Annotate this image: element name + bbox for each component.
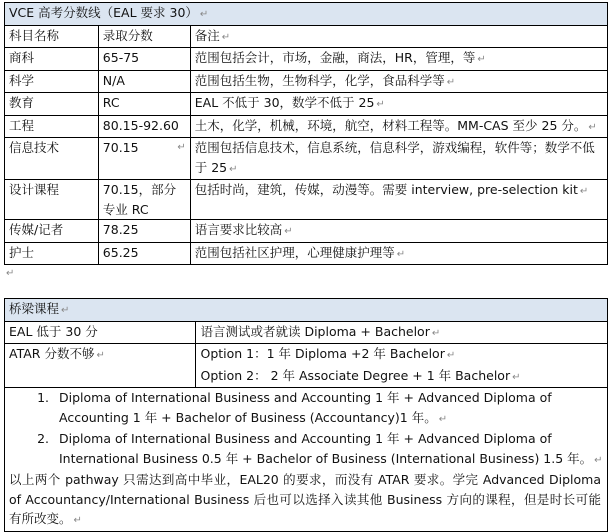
cell-mark: ↵ (396, 248, 406, 260)
cell-mark: ↵ (96, 350, 105, 361)
pathway-cell (5, 388, 608, 532)
table-row (5, 138, 608, 180)
vce-table-title-text: VCE 高考分数线（EAL 要求 30） (9, 5, 198, 20)
table-row (5, 321, 608, 344)
note-cell: 土木，化学，机械，环境，航空，材料工程等。MM-CAS 至少 25 分。 ↵ (190, 115, 607, 138)
cell-mark: ↵ (73, 515, 82, 526)
note-cell: EAL 不低于 30，数学不低于 25 ↵ (190, 93, 607, 116)
score-cell: 78.25 (98, 220, 190, 243)
vce-table-title (5, 3, 608, 26)
table-row (5, 388, 608, 532)
cell-mark: ↵ (199, 9, 209, 20)
list-item: 1. Diploma of International Business and Accounting 1 年 + Advanced Diploma of Accounting 1 年 + Bachelor of Business (Accountancy)1 年。 ↵ (53, 388, 603, 429)
score-cell: RC (98, 93, 190, 116)
score-cell: 80.15-92.60 (98, 115, 190, 138)
pathway-list (9, 388, 603, 470)
table-header-row (5, 25, 608, 48)
cell-mark: ↵ (438, 413, 448, 425)
table-row (5, 115, 608, 138)
note-cell: 范围包括社区护理，心理健康护理等 ↵ (190, 242, 607, 265)
option-cell (196, 344, 608, 388)
subject-cell: 护士 (5, 242, 99, 265)
bridging-table-title: 桥梁课程 ↵ (5, 299, 608, 322)
table-row (5, 93, 608, 116)
cell-mark: ↵ (446, 76, 456, 88)
cell-mark: ↵ (61, 305, 70, 316)
score-cell: 70.15 ↵ (98, 138, 190, 180)
note-cell: 语言要求比较高 ↵ (190, 220, 607, 243)
table-row (5, 48, 608, 71)
cell-mark: ↵ (221, 31, 231, 43)
table-row (5, 70, 608, 93)
table-row (5, 180, 608, 220)
option-line: Option 1：1 年 Diploma +2 年 Bachelor ↵ (200, 346, 456, 361)
option-line: Option 2： 2 年 Associate Degree + 1 年 Bachelor ↵ (200, 367, 521, 383)
cell-mark: ↵ (229, 163, 238, 175)
note-cell: 范围包括信息技术，信息系统，信息科学，游戏编程，软件等；数学不低于 25 ↵ (190, 138, 607, 180)
table-row (5, 220, 608, 243)
cell-mark: ↵ (512, 371, 521, 383)
cell-mark: ↵ (446, 350, 456, 361)
table-title-row (5, 299, 608, 322)
cell-mark: ↵ (588, 121, 597, 133)
subject-cell: 科学 (5, 70, 99, 93)
bridging-course-table (4, 298, 608, 532)
note-cell: 范围包括生物，生物科学，化学，食品科学等 ↵ (190, 70, 607, 93)
note-cell: 包括时尚，建筑，传媒，动漫等。需要 interview, pre-selection kit ↵ (190, 180, 607, 220)
table-row (5, 344, 608, 388)
pathway-summary: 以上两个 pathway 只需达到高中毕业，EAL20 的要求，而没有 ATAR 要求。学完 Advanced Diploma of Accountancy/International Business 后也可以选择入读其他 Business 方向的课程，但是时长可能有所改变。 ↵ (9, 472, 601, 526)
subject-cell: 信息技术 (5, 138, 99, 180)
cell-mark: ↵ (579, 186, 589, 197)
subject-cell: 商科 (5, 48, 99, 71)
subject-cell: 设计课程 (5, 180, 99, 220)
table-row (5, 242, 608, 265)
list-item: 2. Diploma of International Business and Accounting 1 年 + Advanced Diploma of International Business 0.5 年 + Bachelor of Business (International Business) 1.5 年。 ↵ (53, 429, 603, 470)
score-cell: 65-75 (98, 48, 190, 71)
score-cell: 65.25 (98, 242, 190, 265)
cell-mark: ↵ (284, 226, 293, 237)
cell-mark: ↵ (594, 454, 603, 466)
condition-cell: ATAR 分数不够 ↵ (5, 344, 196, 388)
score-cell: 70.15，部分专业 RC (98, 180, 190, 220)
header-score: 录取分数 (98, 25, 190, 48)
cell-mark: ↵ (477, 54, 486, 65)
option-cell: 语言测试或者就读 Diploma + Bachelor ↵ (196, 321, 608, 344)
header-note: 备注 ↵ (190, 25, 607, 48)
paragraph-mark: ↵ (6, 268, 15, 279)
subject-cell: 工程 (5, 115, 99, 138)
table-title-row (5, 3, 608, 26)
vce-score-table (4, 2, 608, 265)
condition-cell: EAL 低于 30 分 (5, 321, 196, 344)
score-cell: N/A (98, 70, 190, 93)
subject-cell: 传媒/记者 (5, 220, 99, 243)
cell-mark: ↵ (431, 327, 441, 339)
cell-mark: ↵ (177, 142, 186, 153)
cell-mark: ↵ (376, 99, 385, 110)
header-subject: 科目名称 (5, 25, 99, 48)
note-cell: 范围包括会计，市场，金融，商法，HR，管理，等 ↵ (190, 48, 607, 71)
subject-cell: 教育 (5, 93, 99, 116)
